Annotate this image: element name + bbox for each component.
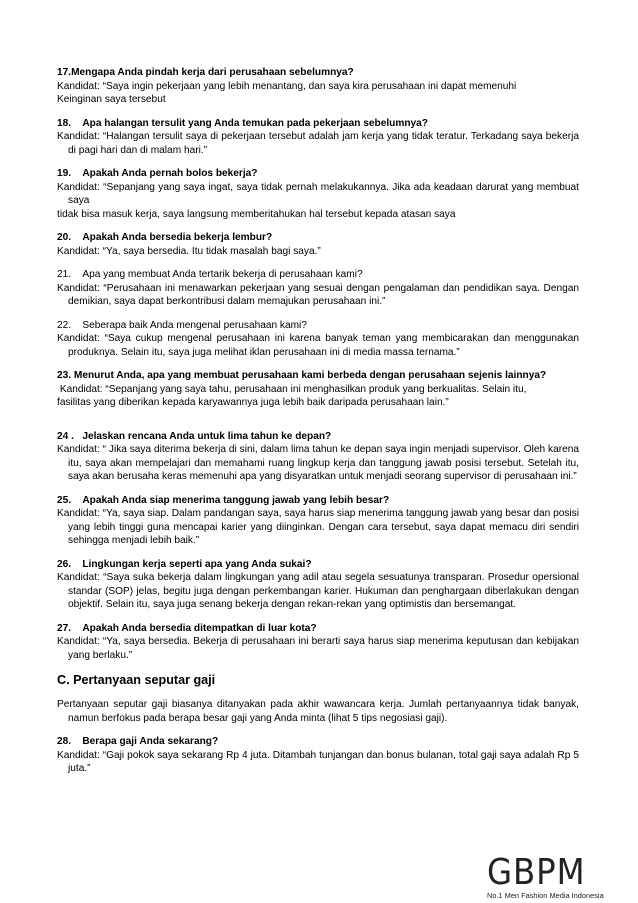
answer: Kandidat: “Saya cukup mengenal perusahaan ini karena banyak teman yang membicarakan dan menggunakan produknya. Selain itu, saya juga melihat iklan perusahaan ini di media massa ternama.” xyxy=(57,333,579,358)
answer: Kandidat: “Halangan tersulit saya di pekerjaan tersebut adalah jam kerja yang tidak teratur. Terkadang saya bekerja di pagi hari dan di malam hari.” xyxy=(57,131,579,156)
spacer xyxy=(57,420,579,430)
answer: Kandidat: “Ya, saya bersedia. Itu tidak masalah bagi saya.” xyxy=(57,245,321,257)
qa-item xyxy=(57,558,579,612)
answer: Kandidat: “Sepanjang yang saya tahu, perusahaan ini menghasilkan produk yang berkualitas. Selain itu, xyxy=(57,383,527,395)
qa-item xyxy=(57,369,579,410)
qa-item xyxy=(57,268,579,309)
qa-item xyxy=(57,117,579,158)
answer: Kandidat: “Saya suka bekerja dalam lingkungan yang adil atau segela sesuatunya transparan. Prosedur opersional standar (SOP) jelas, begitu juga dengan perkembangan karier. Hukuman dan penghargaan diberlakukan dengan objektif. Selain itu, saya juga senang bekerja dengan rekan-rekan yang optimistis dan bersemangat. xyxy=(57,572,579,610)
section-c-intro-block xyxy=(57,698,579,725)
answer: Kandidat: “Ya, saya siap. Dalam pandangan saya, saya harus siap menerima tanggung jawab yang besar dan posisi yang lebih tinggi guna mencapai karier yang diinginkan. Dengan cara tersebut, saya dapat memacu diri sendiri sehingga menjadi lebih baik.” xyxy=(57,508,579,546)
question: 25. Apakah Anda siap menerima tanggung jawab yang lebih besar? xyxy=(57,494,390,506)
qa-item xyxy=(57,622,579,663)
qa-item xyxy=(57,319,579,360)
section-c-intro: Pertanyaan seputar gaji biasanya ditanyakan pada akhir wawancara kerja. Jumlah pertanyaannya tidak banyak, namun berfokus pada berapa besar gaji yang Anda minta (lihat 5 tips negosiasi gaji). xyxy=(57,699,579,724)
gbpm-logo xyxy=(487,852,627,900)
section-c-title: C. Pertanyaan seputar gaji xyxy=(57,673,216,687)
question: 22. Seberapa baik Anda mengenal perusahaan kami? xyxy=(57,319,307,331)
answer-continuation: Keinginan saya tersebut xyxy=(57,94,166,105)
answer: Kandidat: “Ya, saya bersedia. Bekerja di perusahaan ini berarti saya harus siap menerima keputusan dan kebijakan yang berlaku.” xyxy=(57,636,579,661)
answer: Kandidat: “Saya ingin pekerjaan yang lebih menantang, dan saya kira perusahaan ini dapat memenuhi xyxy=(57,80,517,92)
qa-item xyxy=(57,231,579,258)
question: 19. Apakah Anda pernah bolos bekerja? xyxy=(57,168,258,179)
qa-item xyxy=(57,167,579,221)
question: 26. Lingkungan kerja seperti apa yang Anda sukai? xyxy=(57,558,312,570)
qa-item-28 xyxy=(57,735,579,776)
logo-wordmark: GBPM xyxy=(487,852,586,893)
document-body xyxy=(57,66,579,786)
answer: Kandidat: “Perusahaan ini menawarkan pekerjaan yang sesuai dengan pengalaman dan pendidikan saya. Dengan demikian, saya dapat berkontribusi dalam memajukan perusahaan ini.” xyxy=(57,282,579,307)
logo-tagline: No.1 Men Fashion Media Indonesia xyxy=(487,891,604,900)
answer: Kandidat: “Sepanjang yang saya ingat, saya tidak pernah melakukannya. Jika ada keadaan darurat yang membuat saya xyxy=(57,181,579,206)
qa-list xyxy=(57,66,579,662)
question: 20. Apakah Anda bersedia bekerja lembur? xyxy=(57,232,273,243)
answer-continuation: tidak bisa masuk kerja, saya langsung memberitahukan hal tersebut kepada atasan saya xyxy=(57,208,456,220)
question: 23. Menurut Anda, apa yang membuat perusahaan kami berbeda dengan perusahaan sejenis lainnya? xyxy=(57,370,547,381)
question: 24 . Jelaskan rencana Anda untuk lima tahun ke depan? xyxy=(57,430,332,442)
qa-item xyxy=(57,430,579,484)
qa-item xyxy=(57,494,579,548)
question: 18. Apa halangan tersulit yang Anda temukan pada pekerjaan sebelumnya? xyxy=(57,117,428,129)
question: 17.Mengapa Anda pindah kerja dari perusahaan sebelumnya? xyxy=(57,67,354,78)
answer-continuation: fasilitas yang diberikan kepada karyawannya juga lebih baik daripada perusahaan lain.” xyxy=(57,397,449,408)
answer-28: Kandidat: “Gaji pokok saya sekarang Rp 4 juta. Ditambah tunjangan dan bonus bulanan, total gaji saya adalah Rp 5 juta.” xyxy=(57,749,579,774)
answer: Kandidat: “ Jika saya diterima bekerja di sini, dalam lima tahun ke depan saya ingin menjadi supervisor. Oleh karena itu, saya akan mempelajari dan memahami ruang lingkup kerja dan tanggung jawab posisi tersebut. Setelah itu, saya akan berusaha keras memenuhi apa yang disyaratkan untuk menjadi seorang supervisor di perusahaan ini.” xyxy=(57,444,579,482)
question: 27. Apakah Anda bersedia ditempatkan di luar kota? xyxy=(57,622,317,634)
question-28: 28. Berapa gaji Anda sekarang? xyxy=(57,736,219,747)
question: 21. Apa yang membuat Anda tertarik bekerja di perusahaan kami? xyxy=(57,269,363,280)
qa-item xyxy=(57,66,579,107)
